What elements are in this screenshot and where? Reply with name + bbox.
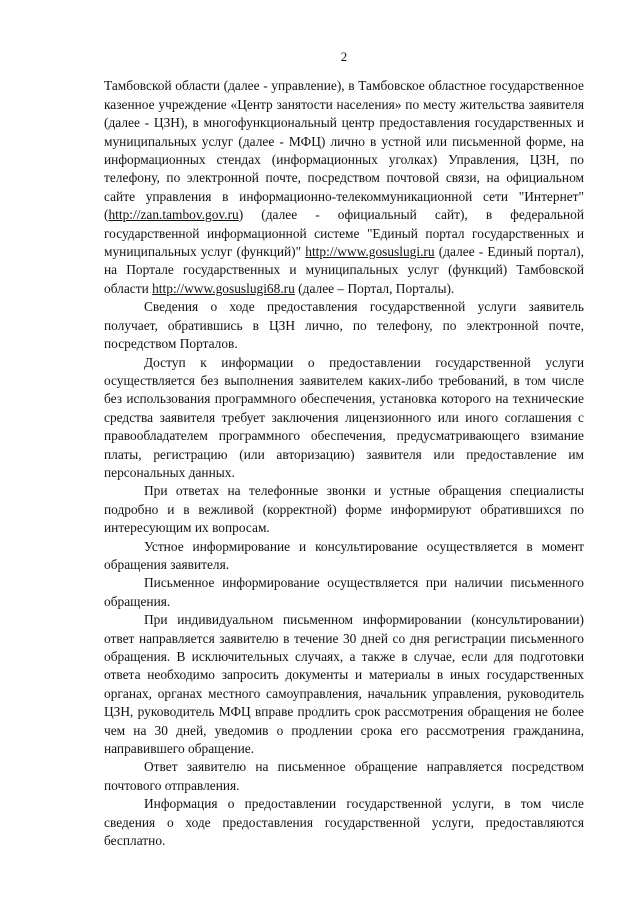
paragraph-1-text-c: (далее - Единый портал), на Портале государственных и муниципальных услуг (функций) Тамбовской области xyxy=(104,244,584,296)
gosuslugi-link[interactable]: http://www.gosuslugi.ru xyxy=(305,244,435,260)
paragraph-individual-written: При индивидуальном письменном информировании (консультировании) ответ направляется заявителю в течение 30 дней со дня регистрации письменного обращения. В исключительных случаях, а также в случае, если для подготовки ответа необходимо запросить документы и материалы в иных государственных органах, органах местного самоуправления, начальник управления, руководитель ЦЗН, руководитель МФЦ вправе продлить срок рассмотрения обращения не более чем на 30 дней, уведомив о продлении срока его рассмотрения гражданина, направившего обращение. xyxy=(104,612,584,757)
paragraph-written-info: Письменное информирование осуществляется при наличии письменного обращения. xyxy=(104,575,584,609)
paragraph-1-text-a: Тамбовской области (далее - управление), в Тамбовское областное государственное казенное учреждение «Центр занятости населения» по месту жительства заявителя (далее - ЦЗН), в многофункциональный центр предоставления государственных и муниципальных услуг (далее - МФЦ) лично в устной или письменной форме, на информационных стендах (информационных уголках) Управления, ЦЗН, по телефону, по электронной почте, посредством почтовой связи, на официальном сайте управления в информационно-телекоммуникационной сети "Интернет" ( xyxy=(104,78,584,223)
document-page xyxy=(104,48,584,850)
official-site-link[interactable]: http://zan.tambov.gov.ru xyxy=(108,207,239,223)
paragraph-access-info: Доступ к информации о предоставлении государственной услуги осуществляется без выполнения заявителем каких-либо требований, в том числе без использования программного обеспечения, установка которого на технические средства заявителя требует заключения лицензионного или иного соглашения с правообладателем программного обеспечения, предусматривающего взимание платы, регистрацию (или авторизацию) заявителя или предоставление им персональных данных. xyxy=(104,354,584,480)
paragraph-1-text-b: ) (далее - официальный сайт), в федеральной государственной информационной системе "Единый портал государственных и муниципальных услуг (функций)" xyxy=(104,207,584,260)
paragraph-postal-answer: Ответ заявителю на письменное обращение направляется посредством почтового отправления. xyxy=(104,759,584,793)
paragraph-1-text-d: (далее – Портал, Порталы). xyxy=(294,280,455,296)
paragraph-free-info: Информация о предоставлении государственной услуги, в том числе сведения о ходе предоставления государственной услуги, предоставляются бесплатно. xyxy=(104,796,584,849)
paragraph-oral-info: Устное информирование и консультирование осуществляется в момент обращения заявителя. xyxy=(104,538,584,572)
paragraph-service-status: Сведения о ходе предоставления государственной услуги заявитель получает, обратившись в ЦЗН лично, по телефону, по электронной почте, посредством Порталов. xyxy=(104,299,584,352)
page-number: 2 xyxy=(340,49,348,64)
paragraph-phone-answers: При ответах на телефонные звонки и устные обращения специалисты подробно и в вежливой (корректной) форме информируют обратившихся по интересующим их вопросам. xyxy=(104,483,584,536)
paragraph-contact-channels xyxy=(104,77,584,298)
gosuslugi68-link[interactable]: http://www.gosuslugi68.ru xyxy=(152,280,295,296)
